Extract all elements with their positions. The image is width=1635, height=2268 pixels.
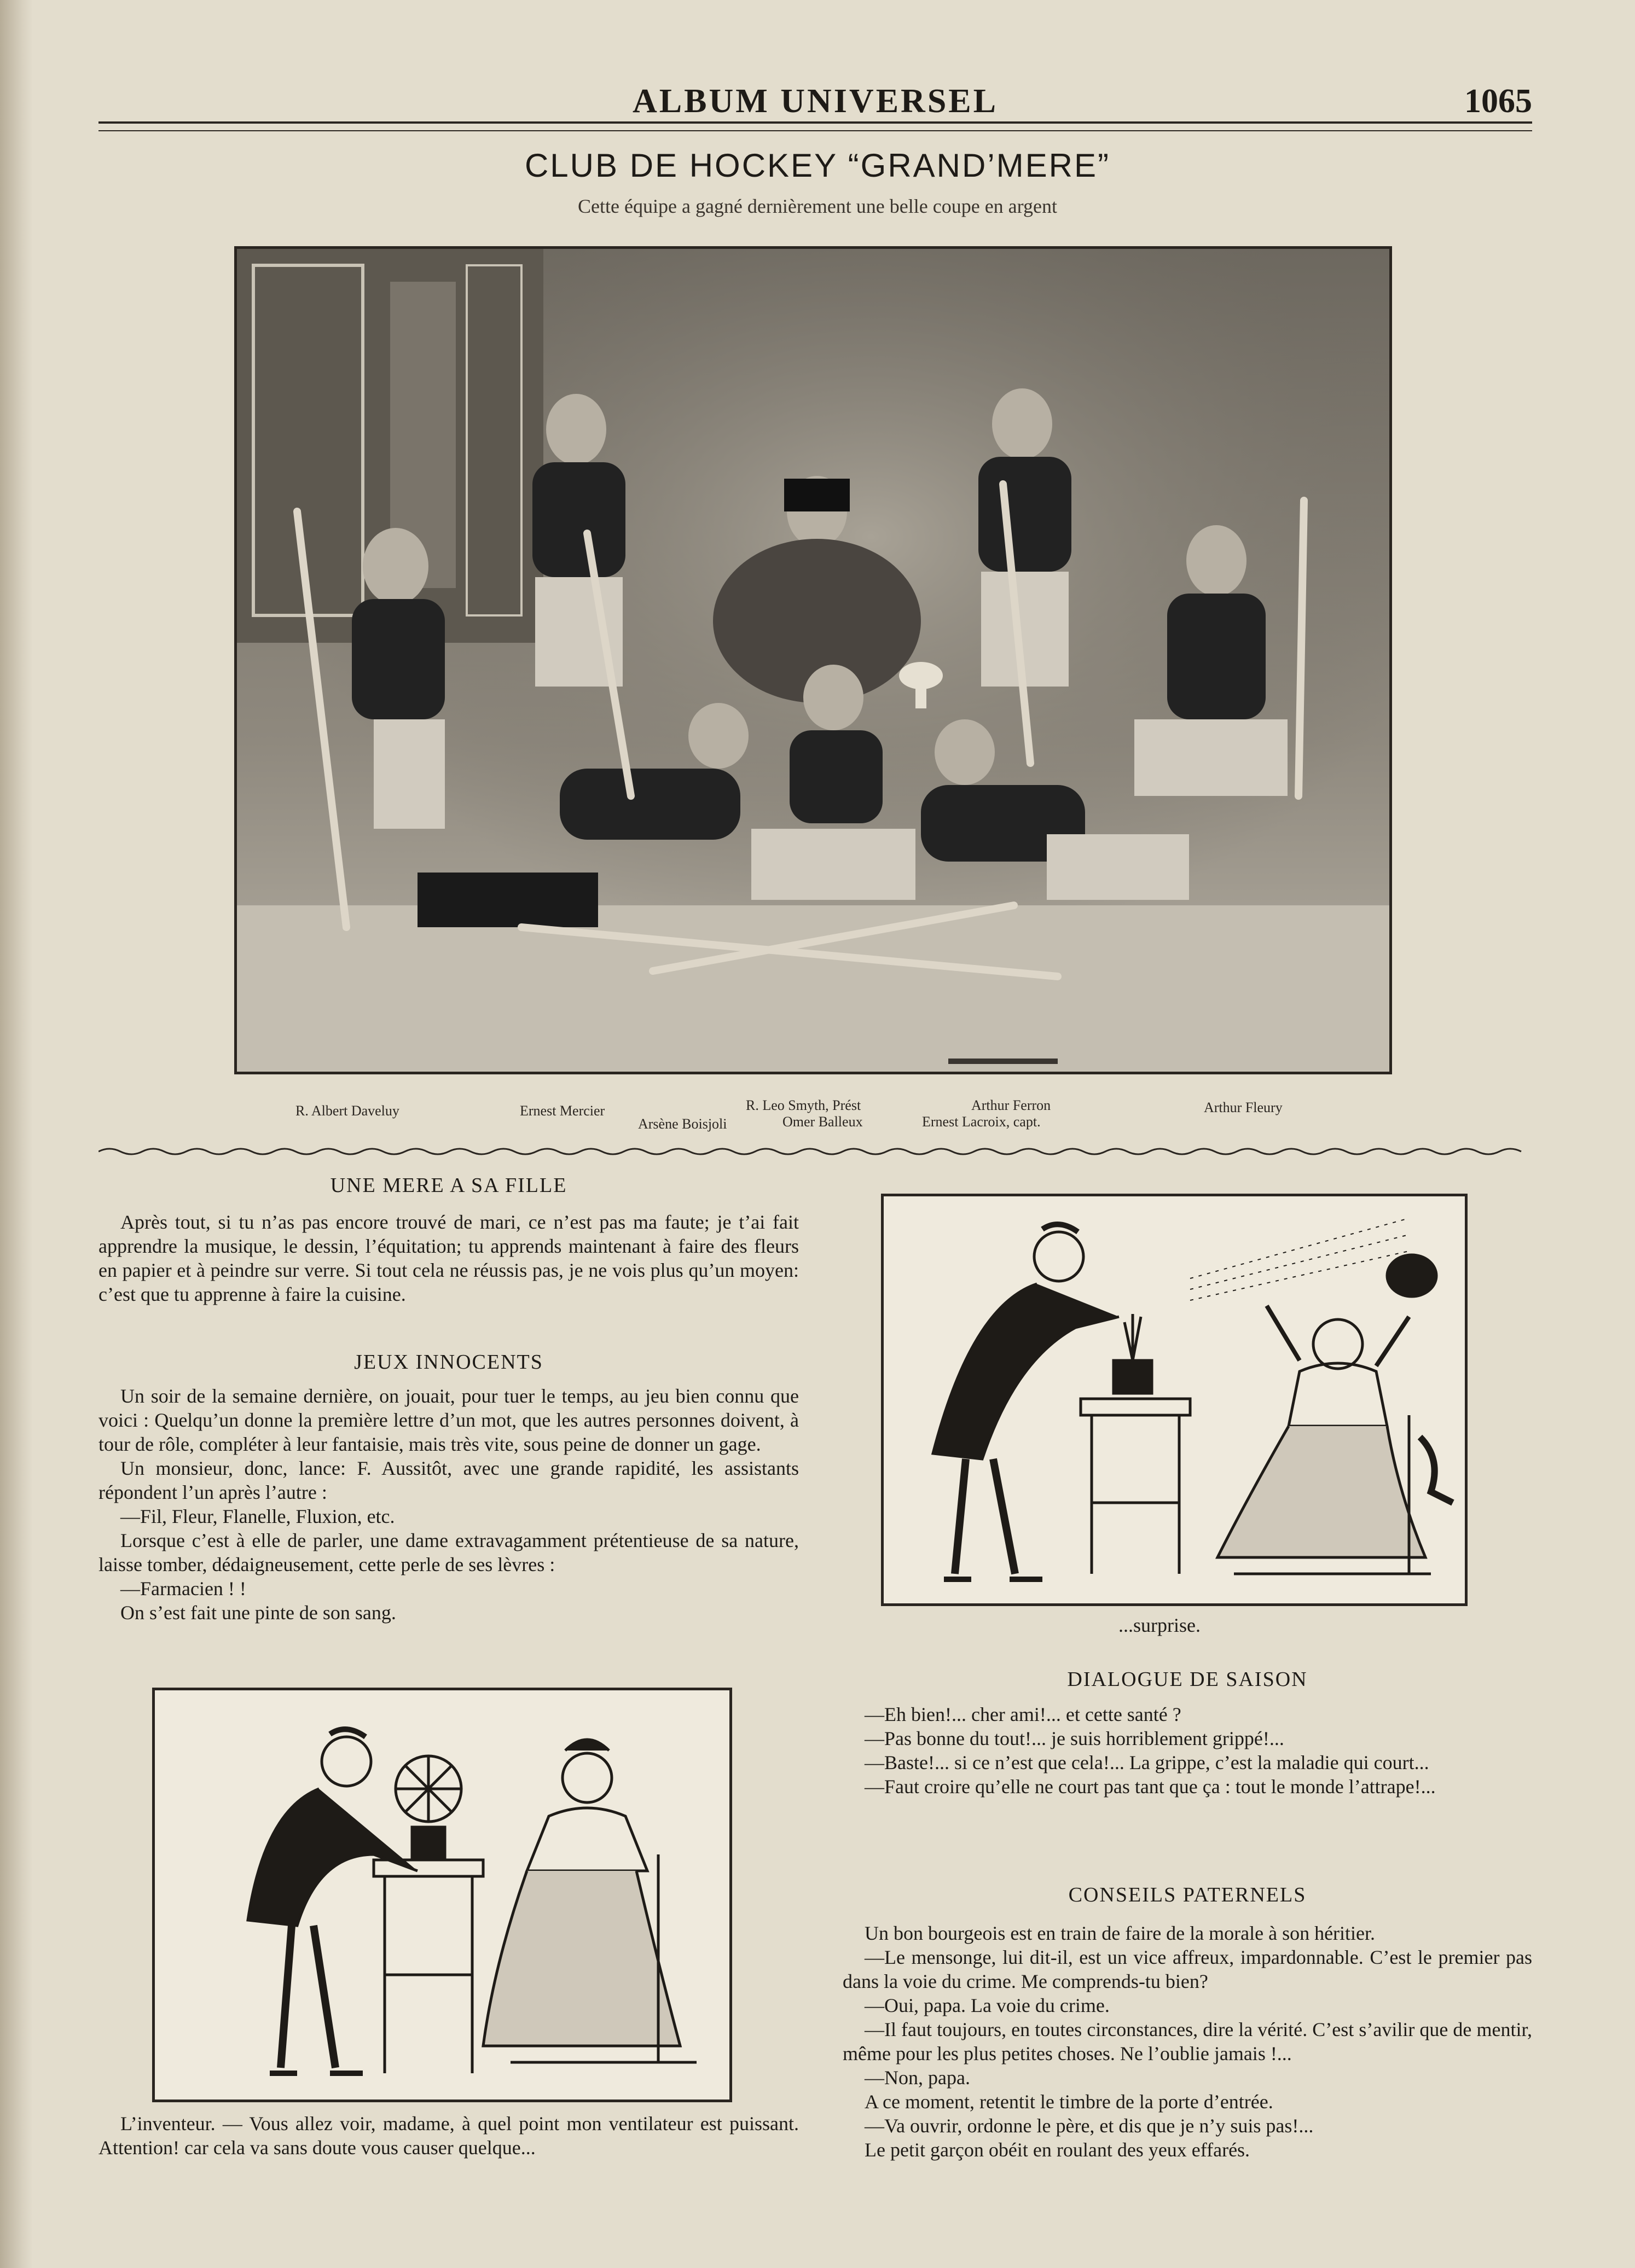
dialogue-line-4: —Faut croire qu’elle ne court pas tant que ça : tout le monde l’attrape!... <box>865 1776 1436 1798</box>
jeux-paragraphs <box>98 1384 799 1625</box>
section-title-jeux: JEUX INNOCENTS <box>354 1351 543 1374</box>
jeux-paragraph-4: Lorsque c’est à elle de parler, une dame extravagamment prétentieuse de sa nature, laisse tomber, dédaigneusement, cette perle de ses lèvres : <box>98 1530 799 1575</box>
surprise-caption: ...surprise. <box>1118 1614 1201 1636</box>
surprise-illustration <box>881 1194 1468 1606</box>
jeux-paragraph-3: —Fil, Fleur, Flanelle, Fluxion, etc. <box>120 1505 395 1527</box>
jeux-paragraph-5: —Farmacien ! ! <box>120 1578 246 1600</box>
dialogue-line-3: —Baste!... si ce n’est que cela!... La grippe, c’est la maladie qui court... <box>865 1752 1429 1773</box>
conseils-line-2: —Le mensonge, lui dit-il, est un vice affreux, impardonnable. C’est le premier pas dans la voie du crime. Me comprends-tu bien? <box>843 1946 1532 1992</box>
jeux-paragraph-2: Un monsieur, donc, lance: F. Aussitôt, avec une grande rapidité, les assistants répondent l’un après l’autre : <box>98 1457 799 1503</box>
inventor-illustration <box>152 1688 732 2102</box>
photo-caption-6: Arthur Ferron <box>971 1097 1051 1113</box>
photo-caption-5: Omer Balleux <box>782 1114 863 1130</box>
dialogue-lines <box>843 1702 1532 1799</box>
dialogue-line-2: —Pas bonne du tout!... je suis horriblement grippé!... <box>865 1728 1284 1749</box>
conseils-line-8: Le petit garçon obéit en roulant des yeux effarés. <box>865 2139 1250 2161</box>
team-photograph <box>234 246 1392 1074</box>
photo-caption-7: Ernest Lacroix, capt. <box>922 1114 1041 1130</box>
conseils-line-3: —Oui, papa. La voie du crime. <box>865 1994 1110 2016</box>
inventor-caption: L’inventeur. — Vous allez voir, madame, à quel point mon ventilateur est puissant. Attention! car cela va sans doute vous causer quelque... <box>98 2113 799 2159</box>
conseils-line-5: —Non, papa. <box>865 2067 970 2089</box>
photo-caption-1: R. Albert Daveluy <box>295 1103 399 1119</box>
inventor-caption-block <box>98 2112 799 2160</box>
wavy-divider <box>98 1143 1532 1160</box>
page-number: 1065 <box>1464 83 1532 120</box>
photo-caption-3: R. Leo Smyth, Prést <box>746 1097 861 1113</box>
conseils-line-6: A ce moment, retentit le timbre de la porte d’entrée. <box>865 2091 1273 2113</box>
page-binding-edge <box>0 0 33 2268</box>
masthead: ALBUM UNIVERSEL <box>632 83 999 120</box>
conseils-line-4: —Il faut toujours, en toutes circonstances, dire la vérité. C’est s’avilir que de mentir, même pour les plus petites choses. Ne l’oublie jamais !... <box>843 2019 1532 2065</box>
section-title-mere: UNE MERE A SA FILLE <box>330 1174 567 1197</box>
photo-caption-4: Arsène Boisjoli <box>638 1116 727 1132</box>
article-subtitle: Cette équipe a gagné dernièrement une belle coupe en argent <box>578 195 1057 217</box>
conseils-lines <box>843 1921 1532 2162</box>
mere-text: Après tout, si tu n’as pas encore trouvé de mari, ce n’est pas ma faute; je t’ai fait apprendre la musique, le dessin, l’équitation; tu apprends maintenant à faire des fleurs en papier et à peindre sur verre. Si tout cela ne réussis pas, je ne vois plus qu’un moyen: c’est que tu apprenne à faire la cuisine. <box>98 1211 799 1305</box>
dialogue-line-1: —Eh bien!... cher ami!... et cette santé ? <box>865 1703 1181 1725</box>
section-title-dialogue: DIALOGUE DE SAISON <box>1067 1668 1308 1691</box>
jeux-paragraph-1: Un soir de la semaine dernière, on jouait, pour tuer le temps, au jeu bien connu que voici : Quelqu’un donne la première lettre d’un mot, que les autres personnes doivent, à tour de rôle, compléter à leur fantaisie, mais très vite, sous peine de donner un gage. <box>98 1385 799 1455</box>
photo-caption-8: Arthur Fleury <box>1204 1100 1283 1115</box>
article-title: CLUB DE HOCKEY “GRAND’MERE” <box>524 147 1111 184</box>
mere-paragraph <box>98 1210 799 1306</box>
jeux-paragraph-6: On s’est fait une pinte de son sang. <box>120 1602 396 1624</box>
section-title-conseils: CONSEILS PATERNELS <box>1068 1883 1307 1906</box>
photo-caption-2: Ernest Mercier <box>520 1103 605 1119</box>
header-rule-bottom <box>98 130 1532 131</box>
conseils-line-7: —Va ouvrir, ordonne le père, et dis que je n’y suis pas!... <box>865 2115 1314 2137</box>
conseils-line-1: Un bon bourgeois est en train de faire de la morale à son héritier. <box>865 1922 1376 1944</box>
